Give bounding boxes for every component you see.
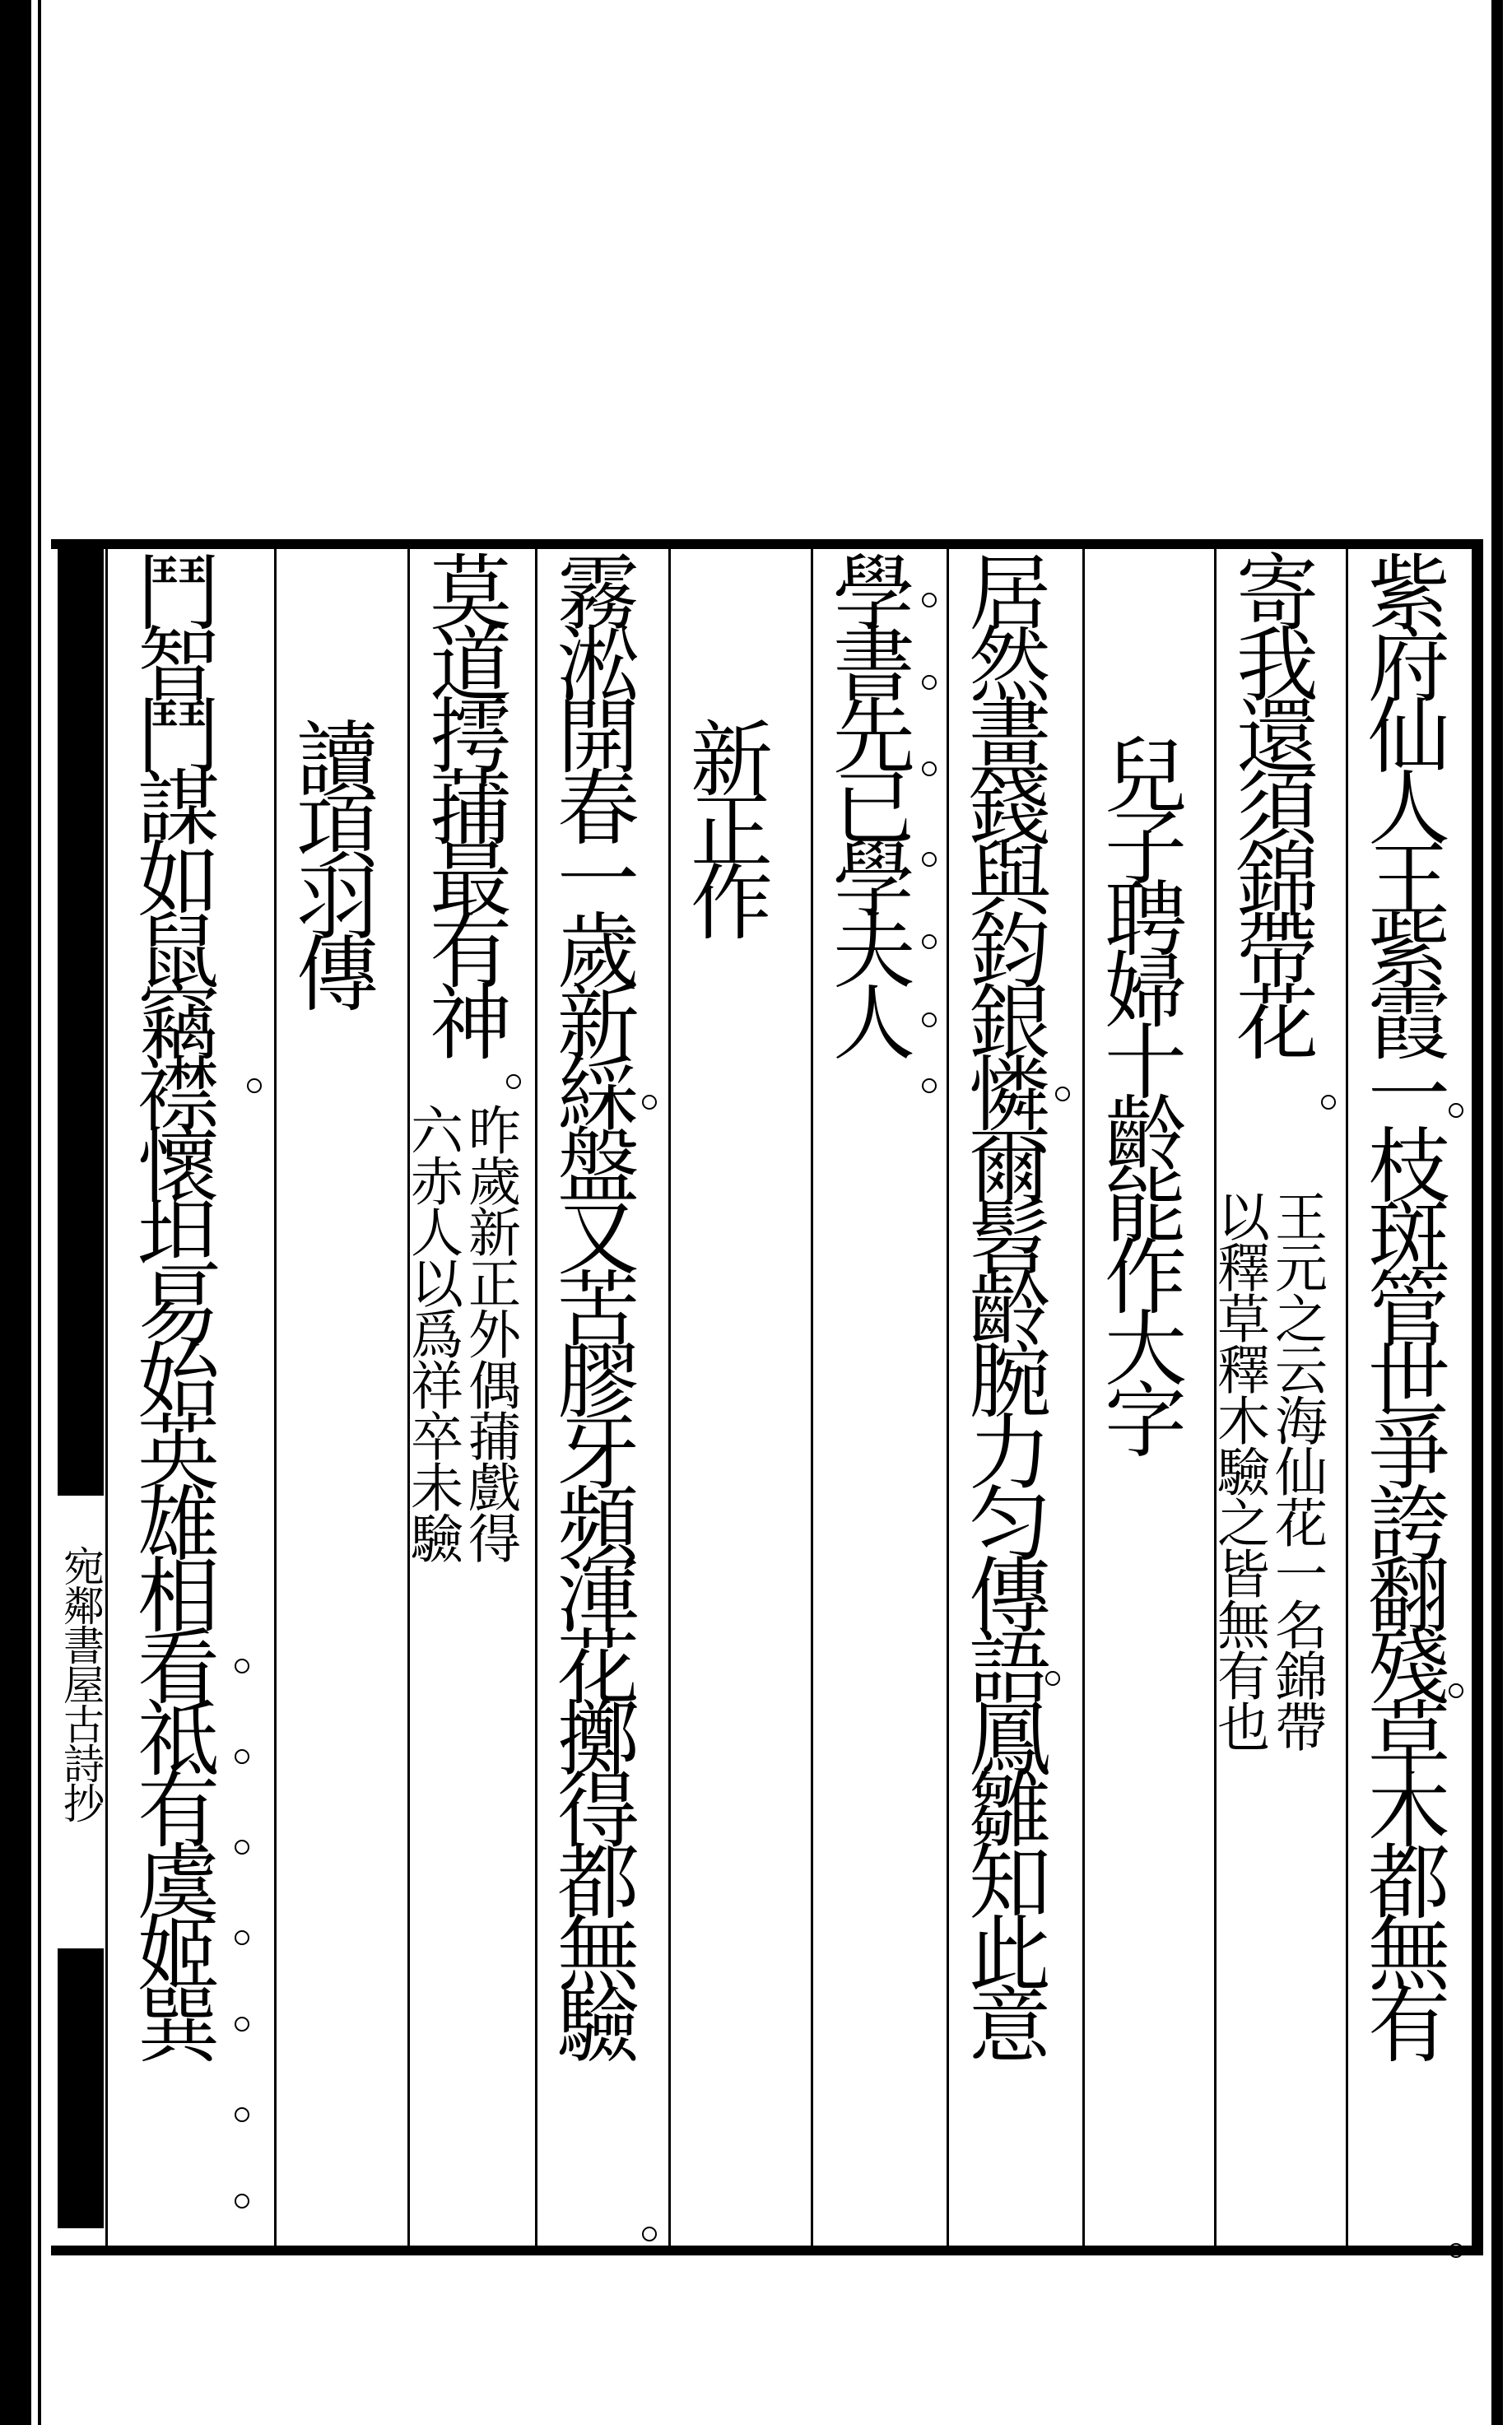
column-rule (947, 543, 949, 2251)
punctuation-circle (235, 1840, 249, 1855)
punctuation-circle (235, 1659, 249, 1673)
right-edge-line (1491, 0, 1503, 2425)
text-column-8: 莫道摴蒱最有神 (416, 550, 512, 1051)
column-rule (668, 543, 671, 2251)
punctuation-circle (922, 852, 937, 867)
punctuation-circle (235, 1749, 249, 1764)
text-column-9: 讀項羽傳 (282, 716, 379, 1003)
punctuation-circle (235, 2194, 249, 2209)
punctuation-circle (247, 1078, 262, 1093)
text-column-1: 紫府仙人王紫霞一枝斑管世爭誇翻殘草木都無有 (1354, 550, 1450, 2054)
punctuation-circle (922, 1012, 937, 1027)
text-column-5: 學書先已學夫人 (819, 550, 915, 1051)
column-rule (1346, 543, 1348, 2251)
punctuation-circle (922, 934, 937, 949)
facing-page-edge (0, 0, 31, 2425)
text-column-6: 新正作 (677, 716, 773, 931)
punctuation-circle (642, 2227, 657, 2241)
punctuation-circle (1055, 1087, 1070, 1101)
punctuation-circle (506, 1074, 521, 1089)
punctuation-circle (235, 2107, 249, 2122)
punctuation-circle (235, 1930, 249, 1945)
punctuation-circle (1449, 1103, 1463, 1118)
frame-right-border (1472, 539, 1483, 2255)
column-rule (811, 543, 813, 2251)
text-column-4: 居然畫錢與鈞銀憐爾髫齡腕力匀傳語鳳雛知此意 (955, 550, 1051, 2054)
punctuation-circle (1449, 2243, 1463, 2258)
gutter-fishtail-bottom (58, 1948, 104, 2228)
punctuation-circle (922, 1078, 937, 1093)
column-rule (105, 543, 108, 2251)
text-column-10: 鬥智鬥謀如鼠竊襟懷坦易始英雄相看祗有虞姬巽 (123, 550, 220, 2054)
inner-edge-line (38, 0, 41, 2425)
punctuation-circle (642, 1095, 657, 1110)
punctuation-circle (922, 761, 937, 776)
column-rule (535, 543, 537, 2251)
punctuation-circle (235, 2017, 249, 2032)
text-column-7: 霧淞開春一歲新綵盤又苦膠牙頻渾花擲得都無驗 (543, 550, 640, 2054)
punctuation-circle (1449, 1683, 1463, 1698)
gutter-title: 宛鄰書屋古詩抄 (57, 1545, 105, 1822)
punctuation-circle (1045, 1671, 1060, 1686)
text-column-2: 寄我還須錦帶花 (1222, 550, 1319, 1051)
annotation-column-8b: 六赤人以爲祥卒未驗 (402, 1103, 463, 1562)
column-rule (1082, 543, 1085, 2251)
punctuation-circle (922, 675, 937, 690)
annotation-column-8a: 昨歲新正外偶蒱戲得 (459, 1103, 520, 1562)
gutter-fishtail-top (58, 549, 104, 936)
punctuation-circle (1321, 1095, 1336, 1110)
text-column-3: 兒子聘婦十齡能作大字 (1091, 733, 1187, 1449)
gutter-fishtail-mid (58, 936, 104, 1496)
gutter (51, 549, 105, 2247)
punctuation-circle (922, 593, 937, 607)
annotation-column-2b: 以釋草釋木驗之皆無有也 (1208, 1189, 1269, 1751)
column-rule (274, 543, 277, 2251)
annotation-column-2a: 王元之云海仙花一名錦帶 (1266, 1189, 1327, 1751)
